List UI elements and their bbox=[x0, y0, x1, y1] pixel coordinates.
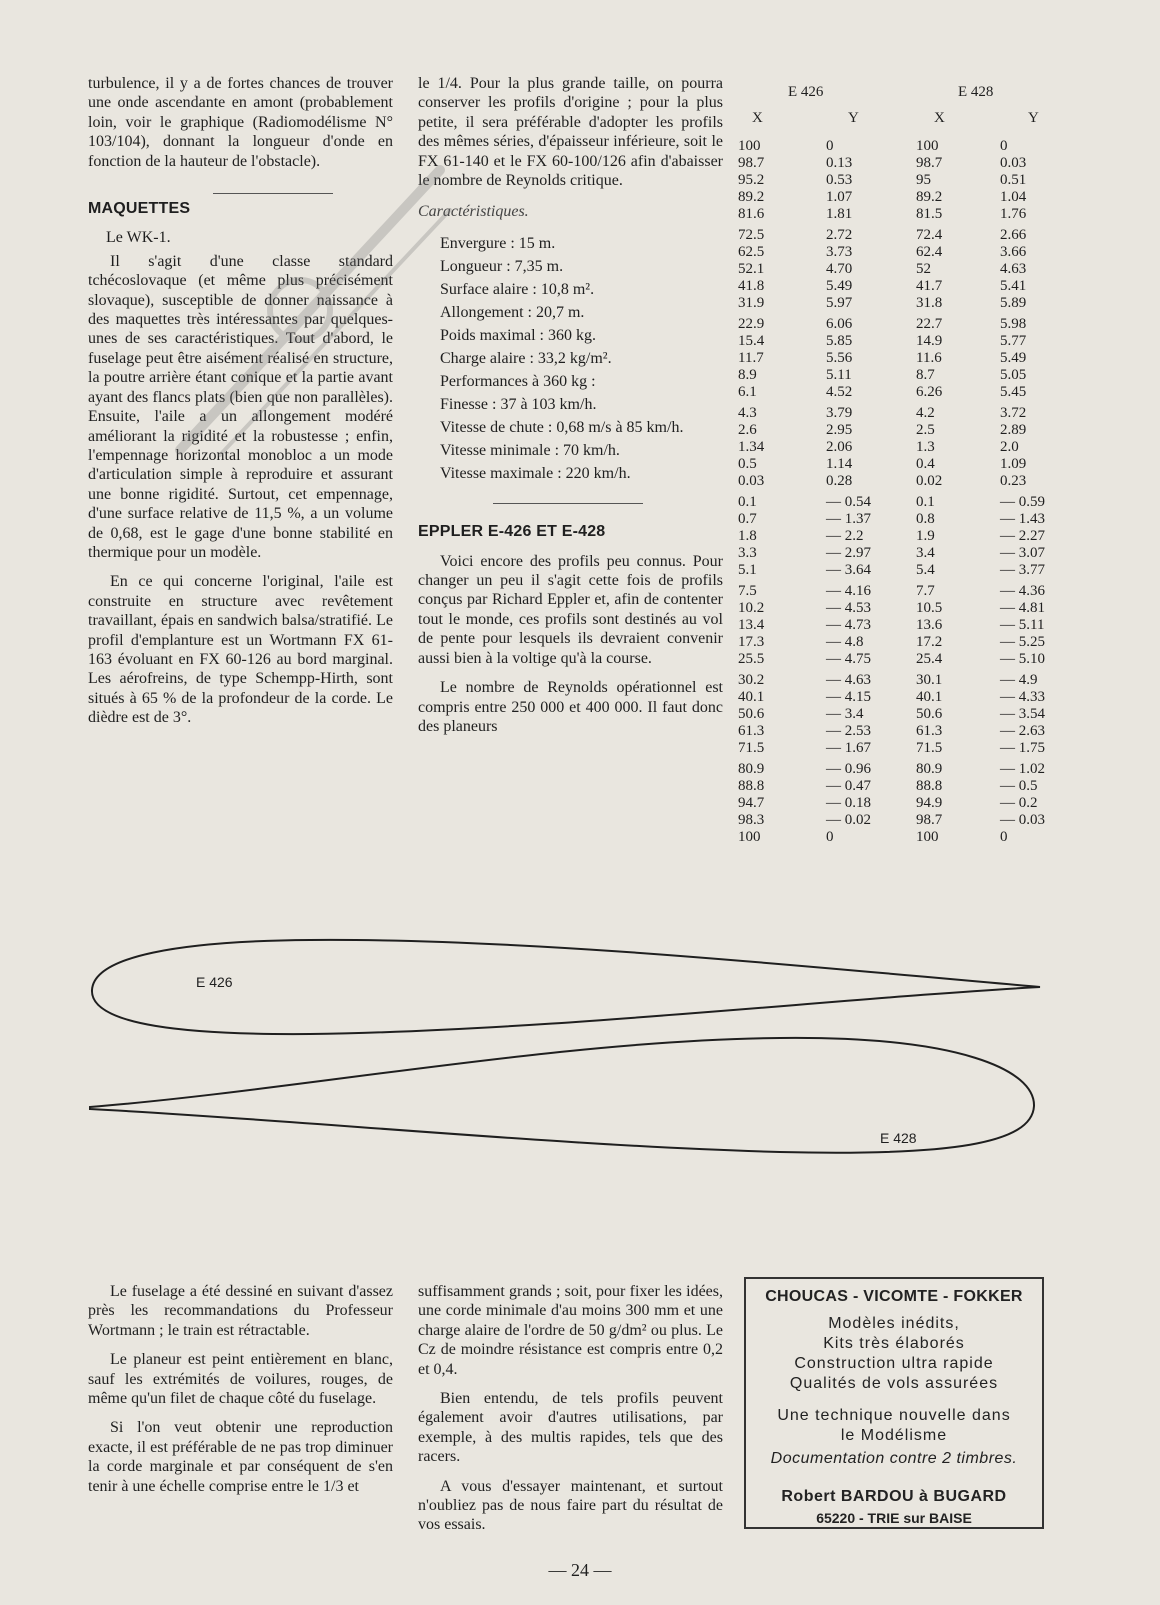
table-cell: 5.49 bbox=[1000, 350, 1027, 366]
table-cell: 5.11 bbox=[826, 367, 852, 383]
table-row bbox=[738, 672, 1068, 689]
paragraph: suffisamment grands ; soit, pour fixer les idées, une corde minimale d'au moins 300 mm et une charge alaire de l'ordre de 50 g/dm² ou plus. Le Cz de moindre résistance est compris entre 0,2 et 0,4. bbox=[418, 1283, 723, 1378]
table-column-header: X bbox=[934, 110, 945, 126]
table-cell: 81.6 bbox=[738, 206, 765, 222]
table-column-header: Y bbox=[848, 110, 859, 126]
table-cell: — 1.02 bbox=[1000, 761, 1045, 777]
table-cell: 6.1 bbox=[738, 384, 757, 400]
table-cell: 100 bbox=[916, 138, 939, 154]
table-cell: 5.56 bbox=[826, 350, 853, 366]
table-column-header: X bbox=[752, 110, 763, 126]
table-cell: 4.2 bbox=[916, 405, 935, 421]
table-cell: 0.1 bbox=[916, 494, 935, 510]
table-cell: 0.23 bbox=[1000, 473, 1027, 489]
table-cell: 94.7 bbox=[738, 795, 765, 811]
table-cell: 40.1 bbox=[916, 689, 943, 705]
table-cell: 100 bbox=[916, 829, 939, 845]
table-cell: — 0.47 bbox=[826, 778, 871, 794]
table-cell: 3.66 bbox=[1000, 244, 1027, 260]
table-cell: 30.2 bbox=[738, 672, 765, 688]
table-cell: 2.6 bbox=[738, 422, 757, 438]
table-row bbox=[738, 189, 1068, 206]
table-cell: 14.9 bbox=[916, 333, 943, 349]
paragraph: Le nombre de Reynolds opérationnel est compris entre 250 000 et 400 000. Il faut donc des planeurs bbox=[418, 679, 723, 735]
table-cell: 2.89 bbox=[1000, 422, 1027, 438]
paragraph: Il s'agit d'une classe standard tchécoslovaque (et même plus précisément slovaque), susceptible de donner naissance à des maquettes très intéressantes par quelques-unes de ses caractéristiques. Tout d'abord, le fuselage peut être aisément réalisé en structure, la poutre arrière étant conique et la partie avant ayant des flancs plats (bien que non parallèles). Ensuite, l'aile a un allongement modéré améliorant la rigidité et la robustesse ; enfin, l'empennage horizontal monobloc a un mode d'articulation simple à reproduire et assurant une bonne rigidité. Surtout, cet empennage, d'une surface relative de 11,5 %, a un volume de 0,68, est le gage d'une bonne stabilité en thermique pour un modèle. bbox=[88, 252, 393, 561]
table-cell: 0.53 bbox=[826, 172, 853, 188]
table-profile-header: E 428 bbox=[958, 84, 994, 100]
table-cell: 4.3 bbox=[738, 405, 757, 421]
table-cell: 50.6 bbox=[916, 706, 943, 722]
table-cell: 62.5 bbox=[738, 244, 765, 260]
table-row bbox=[738, 494, 1068, 511]
table-row bbox=[738, 206, 1068, 223]
table-cell: 0.28 bbox=[826, 473, 853, 489]
ad-line: Construction ultra rapide bbox=[794, 1355, 994, 1372]
table-row bbox=[738, 456, 1068, 473]
paragraph: Le fuselage a été dessiné en suivant d'assez près les recommandations du Professeur Wortmann ; le train est rétractable. bbox=[88, 1283, 393, 1339]
table-cell: — 4.15 bbox=[826, 689, 871, 705]
table-cell: — 2.53 bbox=[826, 723, 871, 739]
ad-title: CHOUCAS - VICOMTE - FOKKER bbox=[765, 1288, 1023, 1305]
table-cell: — 4.8 bbox=[826, 634, 864, 650]
table-cell: 94.9 bbox=[916, 795, 943, 811]
table-cell: 31.9 bbox=[738, 295, 765, 311]
table-cell: 5.05 bbox=[1000, 367, 1027, 383]
table-profile-header: E 426 bbox=[788, 84, 824, 100]
table-column-header: Y bbox=[1028, 110, 1039, 126]
table-row bbox=[738, 812, 1068, 829]
table-cell: 0 bbox=[1000, 138, 1008, 154]
table-cell: 13.4 bbox=[738, 617, 765, 633]
section-heading-maquettes: MAQUETTES bbox=[88, 200, 191, 218]
table-cell: 1.3 bbox=[916, 439, 935, 455]
table-cell: 6.06 bbox=[826, 316, 853, 332]
table-cell: 10.5 bbox=[916, 600, 943, 616]
spec-item: Surface alaire : 10,8 m². bbox=[440, 280, 595, 298]
spec-item: Envergure : 15 m. bbox=[440, 234, 556, 252]
airfoil-label-e428: E 428 bbox=[880, 1130, 917, 1146]
table-row bbox=[738, 384, 1068, 401]
paragraph: Si l'on veut obtenir une reproduction exacte, il est préférable de ne pas trop diminuer la corde marginale et par conséquent de s'en tenir à une échelle comprise entre le 1/3 et bbox=[88, 1419, 393, 1495]
table-cell: 0.03 bbox=[738, 473, 765, 489]
table-cell: — 1.67 bbox=[826, 740, 871, 756]
table-cell: 15.4 bbox=[738, 333, 765, 349]
table-cell: — 3.64 bbox=[826, 562, 871, 578]
table-cell: 2.0 bbox=[1000, 439, 1019, 455]
table-cell: 25.5 bbox=[738, 651, 765, 667]
page-number: — 24 — bbox=[548, 1560, 612, 1580]
table-cell: 5.4 bbox=[916, 562, 935, 578]
table-cell: 5.49 bbox=[826, 278, 853, 294]
table-cell: 0.5 bbox=[738, 456, 757, 472]
table-cell: — 2.97 bbox=[826, 545, 871, 561]
column-middle-bottom bbox=[418, 1282, 723, 1535]
table-row bbox=[738, 405, 1068, 422]
table-cell: — 4.33 bbox=[1000, 689, 1045, 705]
table-cell: — 3.07 bbox=[1000, 545, 1045, 561]
table-row bbox=[738, 155, 1068, 172]
table-cell: — 1.43 bbox=[1000, 511, 1045, 527]
paragraph: turbulence, il y a de fortes chances de trouver une onde ascendante en amont (probablement loin, voir le graphique (Radiomodélisme N° 103/104), donnant la longueur d'onde en fonction de la hauteur de l'obstacle). bbox=[88, 75, 393, 170]
table-cell: 95.2 bbox=[738, 172, 765, 188]
table-cell: 0 bbox=[1000, 829, 1008, 845]
table-cell: — 0.96 bbox=[826, 761, 871, 777]
table-cell: 3.73 bbox=[826, 244, 853, 260]
table-cell: 98.7 bbox=[916, 155, 943, 171]
table-row bbox=[738, 244, 1068, 261]
table-cell: 4.70 bbox=[826, 261, 853, 277]
table-cell: 8.7 bbox=[916, 367, 935, 383]
column-left-top bbox=[88, 74, 393, 728]
table-cell: — 0.59 bbox=[1000, 494, 1045, 510]
table-cell: 1.76 bbox=[1000, 206, 1027, 222]
table-cell: — 4.63 bbox=[826, 672, 871, 688]
table-row bbox=[738, 295, 1068, 312]
table-cell: 2.72 bbox=[826, 227, 853, 243]
table-row bbox=[738, 333, 1068, 350]
table-cell: — 0.02 bbox=[826, 812, 871, 828]
ad-address: 65220 - TRIE sur BAISE bbox=[816, 1510, 972, 1526]
table-cell: 1.07 bbox=[826, 189, 853, 205]
table-cell: 100 bbox=[738, 138, 761, 154]
table-cell: — 2.63 bbox=[1000, 723, 1045, 739]
table-cell: 3.3 bbox=[738, 545, 757, 561]
table-row bbox=[738, 600, 1068, 617]
table-row bbox=[738, 617, 1068, 634]
table-cell: 88.8 bbox=[916, 778, 943, 794]
table-cell: 30.1 bbox=[916, 672, 943, 688]
table-cell: 2.95 bbox=[826, 422, 853, 438]
table-cell: 3.72 bbox=[1000, 405, 1027, 421]
ad-line: Qualités de vols assurées bbox=[789, 1375, 999, 1392]
table-row bbox=[738, 350, 1068, 367]
paragraph: Le planeur est peint entièrement en blanc, sauf les extrémités de voilures, rouges, de même qu'un filet de chaque côté du fuselage. bbox=[88, 1351, 393, 1408]
table-cell: — 4.36 bbox=[1000, 583, 1045, 599]
spec-item: Vitesse minimale : 70 km/h. bbox=[440, 441, 620, 459]
table-cell: — 4.81 bbox=[1000, 600, 1045, 616]
subheading-caracteristiques: Caractéristiques. bbox=[418, 203, 529, 221]
table-cell: 10.2 bbox=[738, 600, 765, 616]
table-cell: 98.7 bbox=[916, 812, 943, 828]
table-row bbox=[738, 473, 1068, 490]
table-cell: 6.26 bbox=[916, 384, 943, 400]
table-cell: 8.9 bbox=[738, 367, 757, 383]
table-cell: — 0.2 bbox=[1000, 795, 1038, 811]
airfoil-e426-outline bbox=[92, 940, 1040, 1034]
table-row bbox=[738, 138, 1068, 155]
table-row bbox=[738, 316, 1068, 333]
table-cell: 22.9 bbox=[738, 316, 765, 332]
spec-item: Vitesse de chute : 0,68 m/s à 85 km/h. bbox=[440, 418, 684, 436]
table-cell: 13.6 bbox=[916, 617, 943, 633]
table-cell: 52.1 bbox=[738, 261, 765, 277]
table-cell: — 4.53 bbox=[826, 600, 871, 616]
table-row bbox=[738, 829, 1068, 846]
table-cell: 25.4 bbox=[916, 651, 943, 667]
table-cell: 1.09 bbox=[1000, 456, 1027, 472]
spec-item: Allongement : 20,7 m. bbox=[440, 303, 585, 321]
table-cell: — 0.5 bbox=[1000, 778, 1038, 794]
table-cell: 5.85 bbox=[826, 333, 853, 349]
table-row bbox=[738, 795, 1068, 812]
table-cell: 89.2 bbox=[738, 189, 765, 205]
table-cell: — 5.11 bbox=[1000, 617, 1045, 633]
ad-line: Modèles inédits, bbox=[828, 1315, 960, 1332]
table-cell: — 0.18 bbox=[826, 795, 871, 811]
table-cell: — 2.27 bbox=[1000, 528, 1045, 544]
table-cell: — 4.16 bbox=[826, 583, 871, 599]
table-cell: 5.77 bbox=[1000, 333, 1027, 349]
table-cell: — 3.4 bbox=[826, 706, 864, 722]
table-row bbox=[738, 651, 1068, 668]
table-cell: — 0.03 bbox=[1000, 812, 1045, 828]
table-cell: 0.8 bbox=[916, 511, 935, 527]
airfoil-drawing bbox=[80, 930, 1080, 1190]
ad-line: Kits très élaborés bbox=[823, 1335, 965, 1352]
table-row bbox=[738, 761, 1068, 778]
table-cell: 61.3 bbox=[738, 723, 765, 739]
table-row bbox=[738, 689, 1068, 706]
paragraph: le 1/4. Pour la plus grande taille, on pourra conserver les profils d'origine ; pour la plus petite, il sera préférable d'adopter les profils des mêmes séries, d'épaisseur inférieure, soit le FX 61-140 et le FX 60-100/126 afin d'abaisser le nombre de Reynolds critique. bbox=[418, 75, 723, 190]
spec-item: Vitesse maximale : 220 km/h. bbox=[440, 464, 631, 482]
spec-item: Charge alaire : 33,2 kg/m². bbox=[440, 349, 612, 367]
table-cell: 5.89 bbox=[1000, 295, 1027, 311]
paragraph: A vous d'essayer maintenant, et surtout n'oubliez pas de nous faire part du résultat de vos essais. bbox=[418, 1477, 723, 1534]
table-cell: 2.5 bbox=[916, 422, 935, 438]
table-row bbox=[738, 172, 1068, 189]
table-cell: 0.02 bbox=[916, 473, 943, 489]
table-cell: 71.5 bbox=[738, 740, 765, 756]
table-cell: — 1.37 bbox=[826, 511, 871, 527]
table-row bbox=[738, 562, 1068, 579]
table-row bbox=[738, 439, 1068, 456]
ad-line: le Modélisme bbox=[840, 1427, 948, 1444]
table-cell: 0 bbox=[826, 138, 834, 154]
table-cell: 89.2 bbox=[916, 189, 943, 205]
table-cell: 3.4 bbox=[916, 545, 935, 561]
table-cell: 1.81 bbox=[826, 206, 853, 222]
table-cell: 17.3 bbox=[738, 634, 765, 650]
table-cell: 0 bbox=[826, 829, 834, 845]
table-row bbox=[738, 528, 1068, 545]
table-cell: 41.8 bbox=[738, 278, 765, 294]
table-cell: 11.7 bbox=[738, 350, 764, 366]
table-row bbox=[738, 278, 1068, 295]
table-cell: 72.5 bbox=[738, 227, 765, 243]
table-cell: 72.4 bbox=[916, 227, 943, 243]
table-cell: 1.9 bbox=[916, 528, 935, 544]
table-cell: 0.4 bbox=[916, 456, 935, 472]
table-cell: — 5.25 bbox=[1000, 634, 1045, 650]
spec-item: Longueur : 7,35 m. bbox=[440, 257, 564, 275]
table-cell: 22.7 bbox=[916, 316, 943, 332]
table-cell: 31.8 bbox=[916, 295, 943, 311]
spec-item: Finesse : 37 à 103 km/h. bbox=[440, 395, 597, 413]
table-cell: 4.63 bbox=[1000, 261, 1027, 277]
ad-name: Robert BARDOU à BUGARD bbox=[781, 1488, 1007, 1505]
table-cell: 4.52 bbox=[826, 384, 853, 400]
table-cell: 61.3 bbox=[916, 723, 943, 739]
table-row bbox=[738, 261, 1068, 278]
table-cell: 1.8 bbox=[738, 528, 757, 544]
section-divider bbox=[493, 503, 643, 504]
subheading-wk1: Le WK-1. bbox=[106, 229, 171, 247]
table-cell: 3.79 bbox=[826, 405, 853, 421]
table-cell: — 3.77 bbox=[1000, 562, 1045, 578]
table-cell: — 5.10 bbox=[1000, 651, 1045, 667]
airfoil-figure bbox=[80, 930, 1080, 1195]
table-cell: 2.06 bbox=[826, 439, 853, 455]
paragraph: Bien entendu, de tels profils peuvent également avoir d'autres utilisations, par exemple, à des multis rapides, tels que des racers. bbox=[418, 1390, 723, 1466]
table-row bbox=[738, 511, 1068, 528]
table-cell: — 4.9 bbox=[1000, 672, 1038, 688]
spec-item: Poids maximal : 360 kg. bbox=[440, 326, 596, 344]
table-cell: — 3.54 bbox=[1000, 706, 1045, 722]
table-cell: 7.7 bbox=[916, 583, 935, 599]
table-cell: 50.6 bbox=[738, 706, 765, 722]
ad-documentation: Documentation contre 2 timbres. bbox=[770, 1450, 1018, 1467]
table-cell: 17.2 bbox=[916, 634, 943, 650]
table-cell: 88.8 bbox=[738, 778, 765, 794]
table-row bbox=[738, 740, 1068, 757]
table-cell: 5.41 bbox=[1000, 278, 1027, 294]
table-cell: 2.66 bbox=[1000, 227, 1027, 243]
table-cell: 98.7 bbox=[738, 155, 765, 171]
table-cell: 1.14 bbox=[826, 456, 853, 472]
table-cell: 1.04 bbox=[1000, 189, 1027, 205]
table-cell: 5.1 bbox=[738, 562, 757, 578]
table-cell: 5.97 bbox=[826, 295, 853, 311]
airfoil-label-e426: E 426 bbox=[196, 974, 233, 990]
ad-line: Une technique nouvelle dans bbox=[777, 1407, 1011, 1424]
table-cell: 7.5 bbox=[738, 583, 757, 599]
table-row bbox=[738, 706, 1068, 723]
table-cell: 0.1 bbox=[738, 494, 757, 510]
table-row bbox=[738, 583, 1068, 600]
table-cell: — 4.73 bbox=[826, 617, 871, 633]
section-heading-eppler: EPPLER E-426 ET E-428 bbox=[418, 523, 606, 541]
table-cell: 80.9 bbox=[916, 761, 943, 777]
table-row bbox=[738, 634, 1068, 651]
table-row bbox=[738, 778, 1068, 795]
specs-list bbox=[418, 234, 723, 483]
table-cell: — 1.75 bbox=[1000, 740, 1045, 756]
table-row bbox=[738, 367, 1068, 384]
table-cell: 100 bbox=[738, 829, 761, 845]
table-row bbox=[738, 545, 1068, 562]
table-cell: 5.98 bbox=[1000, 316, 1027, 332]
table-cell: 0.03 bbox=[1000, 155, 1027, 171]
table-row bbox=[738, 227, 1068, 244]
spec-item: Performances à 360 kg : bbox=[440, 372, 596, 390]
table-cell: 11.6 bbox=[916, 350, 942, 366]
table-cell: 95 bbox=[916, 172, 931, 188]
table-cell: 62.4 bbox=[916, 244, 943, 260]
table-row bbox=[738, 723, 1068, 740]
table-cell: — 0.54 bbox=[826, 494, 871, 510]
table-cell: — 4.75 bbox=[826, 651, 871, 667]
paragraph: En ce qui concerne l'original, l'aile est construite en structure avec revêtement travaillant, épais en sandwich balsa/stratifié. Le profil d'emplanture est un Wortmann FX 61-163 évoluant en FX 60-126 au bord marginal. Les aérofreins, de type Schempp-Hirth, sont situés à 65 % de la profondeur de la corde. Le dièdre est de 3°. bbox=[88, 573, 393, 727]
table-cell: 0.51 bbox=[1000, 172, 1027, 188]
table-cell: 81.5 bbox=[916, 206, 943, 222]
column-left-bottom bbox=[88, 1282, 393, 1496]
paragraph: Voici encore des profils peu connus. Pour changer un peu il s'agit cette fois de profils conçus par Richard Eppler et, afin de contenter tout le monde, ces profils sont destinés au vol de pente pour lesquels ils devraient convenir aussi bien à la voltige qu'à la course. bbox=[418, 552, 723, 667]
table-cell: 71.5 bbox=[916, 740, 943, 756]
table-row bbox=[738, 422, 1068, 439]
table-cell: 98.3 bbox=[738, 812, 765, 828]
table-cell: 41.7 bbox=[916, 278, 943, 294]
table-cell: 1.34 bbox=[738, 439, 765, 455]
section-divider bbox=[213, 193, 333, 194]
advertisement-box bbox=[744, 1277, 1044, 1529]
table-cell: 52 bbox=[916, 261, 931, 277]
column-middle-top bbox=[418, 74, 723, 736]
table-cell: 0.13 bbox=[826, 155, 853, 171]
table-cell: 0.7 bbox=[738, 511, 757, 527]
table-cell: 5.45 bbox=[1000, 384, 1027, 400]
table-cell: 40.1 bbox=[738, 689, 765, 705]
table-cell: 80.9 bbox=[738, 761, 765, 777]
table-cell: — 2.2 bbox=[826, 528, 864, 544]
